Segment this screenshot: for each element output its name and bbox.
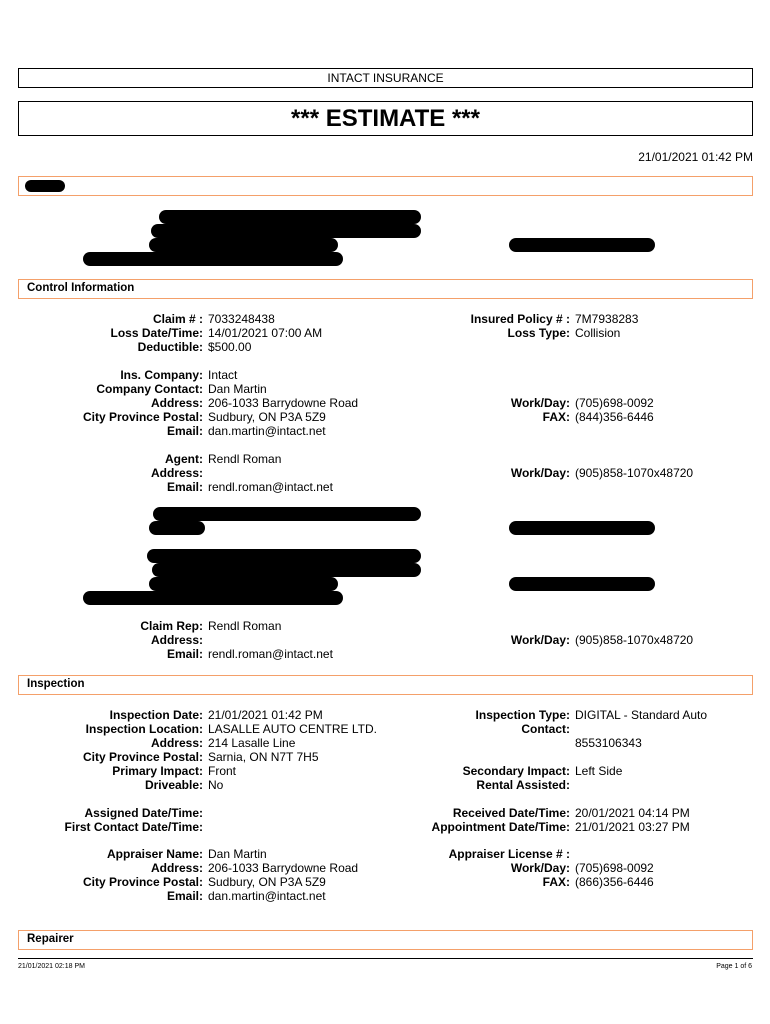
claim-rep-workday: (905)858-1070x48720 [575, 633, 694, 647]
agent-address-label: Address: [150, 466, 203, 480]
primary-impact-label: Primary Impact: [112, 764, 203, 778]
loss-datetime-label: Loss Date/Time: [110, 326, 203, 340]
redacted-block [152, 563, 421, 577]
inspection-address-label: Address: [150, 736, 203, 750]
claim-rep-workday-label: Work/Day: [510, 633, 570, 647]
agent-email[interactable]: rendl.roman@intact.net [208, 480, 333, 494]
footer-printed-datetime: 21/01/2021 02:18 PM [18, 963, 85, 970]
assigned-datetime-label: Assigned Date/Time: [84, 806, 203, 820]
agent-email-label: Email: [166, 480, 203, 494]
appraiser-email-label: Email: [166, 889, 203, 903]
claim-rep-label: Claim Rep: [140, 619, 203, 633]
redacted-block [159, 210, 421, 224]
loss-datetime: 14/01/2021 07:00 AM [208, 326, 323, 340]
company-address: 206-1033 Barrydowne Road [208, 396, 359, 410]
appointment-datetime: 21/01/2021 03:27 PM [575, 820, 690, 834]
appraiser-city: Sudbury, ON P3A 5Z9 [208, 875, 326, 889]
address-label: Address: [150, 396, 203, 410]
secondary-impact: Left Side [575, 764, 623, 778]
company-email[interactable]: dan.martin@intact.net [208, 424, 326, 438]
appraiser-name: Dan Martin [208, 847, 267, 861]
appointment-datetime-label: Appointment Date/Time: [431, 820, 570, 834]
repairer-header: Repairer [18, 930, 753, 950]
redacted-block [149, 238, 338, 252]
ins-company-label: Ins. Company: [120, 368, 203, 382]
company-contact-label: Company Contact: [96, 382, 203, 396]
inspection-header: Inspection [18, 675, 753, 695]
document-title: *** ESTIMATE *** [18, 101, 753, 136]
inspection-city: Sarnia, ON N7T 7H5 [208, 750, 319, 764]
company-city: Sudbury, ON P3A 5Z9 [208, 410, 326, 424]
loss-type-label: Loss Type: [507, 326, 570, 340]
company-contact: Dan Martin [208, 382, 267, 396]
agent-label: Agent: [165, 452, 203, 466]
appraiser-name-label: Appraiser Name: [106, 847, 203, 861]
appraiser-workday-label: Work/Day: [510, 861, 570, 875]
loss-type: Collision [575, 326, 621, 340]
redacted-block [153, 507, 421, 521]
received-datetime: 20/01/2021 04:14 PM [575, 806, 690, 820]
city-label: City Province Postal: [82, 410, 203, 424]
appraiser-email[interactable]: dan.martin@intact.net [208, 889, 326, 903]
inspection-date-label: Inspection Date: [109, 708, 203, 722]
appraiser-workday: (705)698-0092 [575, 861, 654, 875]
redacted-block [151, 224, 421, 238]
company-header: INTACT INSURANCE [18, 68, 753, 88]
redacted-block [509, 521, 655, 535]
claim-number: 7033248438 [208, 312, 275, 326]
inspection-type-label: Inspection Type: [475, 708, 570, 722]
inspection-date: 21/01/2021 01:42 PM [208, 708, 323, 722]
agent-workday-label: Work/Day: [510, 466, 570, 480]
inspection-location: LASALLE AUTO CENTRE LTD. [208, 722, 377, 736]
company-fax: (844)356-6446 [575, 410, 654, 424]
redacted-block [25, 180, 65, 192]
agent-workday: (905)858-1070x48720 [575, 466, 694, 480]
workday-label: Work/Day: [510, 396, 570, 410]
redacted-block [509, 577, 655, 591]
claim-rep-address-label: Address: [150, 633, 203, 647]
redacted-block [509, 238, 655, 252]
primary-impact: Front [208, 764, 237, 778]
company-workday: (705)698-0092 [575, 396, 654, 410]
secondary-impact-label: Secondary Impact: [462, 764, 570, 778]
inspection-location-label: Inspection Location: [85, 722, 203, 736]
estimate-datetime: 21/01/2021 01:42 PM [638, 150, 753, 164]
redacted-block [149, 577, 338, 591]
claim-rep-email[interactable]: rendl.roman@intact.net [208, 647, 333, 661]
inspection-address: 214 Lasalle Line [208, 736, 296, 750]
redacted-block [83, 252, 343, 266]
driveable: No [208, 778, 224, 792]
driveable-label: Driveable: [144, 778, 203, 792]
rental-assisted-label: Rental Assisted: [476, 778, 570, 792]
email-label: Email: [166, 424, 203, 438]
appraiser-address: 206-1033 Barrydowne Road [208, 861, 359, 875]
deductible: $500.00 [208, 340, 252, 354]
policy-number: 7M7938283 [575, 312, 639, 326]
agent-name: Rendl Roman [208, 452, 282, 466]
contact-label: Contact: [521, 722, 570, 736]
claim-rep-name: Rendl Roman [208, 619, 282, 633]
redacted-block [147, 549, 421, 563]
inspection-type: DIGITAL - Standard Auto [575, 708, 708, 722]
policy-label: Insured Policy # : [470, 312, 570, 326]
claim-rep-email-label: Email: [166, 647, 203, 661]
ins-company: Intact [208, 368, 238, 382]
redacted-block [149, 521, 205, 535]
appraiser-license-label: Appraiser License # : [448, 847, 570, 861]
first-contact-label: First Contact Date/Time: [64, 820, 203, 834]
footer-page-number: Page 1 of 6 [716, 963, 752, 970]
inspection-city-label: City Province Postal: [82, 750, 203, 764]
contact-phone: 8553106343 [575, 736, 642, 750]
appraiser-address-label: Address: [150, 861, 203, 875]
owner-section-header [18, 176, 753, 196]
appraiser-city-label: City Province Postal: [82, 875, 203, 889]
control-information-header: Control Information [18, 279, 753, 299]
appraiser-fax-label: FAX: [542, 875, 570, 889]
received-datetime-label: Received Date/Time: [452, 806, 570, 820]
fax-label: FAX: [542, 410, 570, 424]
deductible-label: Deductible: [137, 340, 203, 354]
appraiser-fax: (866)356-6446 [575, 875, 654, 889]
claim-label: Claim # : [152, 312, 203, 326]
redacted-block [83, 591, 343, 605]
footer-divider [18, 958, 753, 959]
